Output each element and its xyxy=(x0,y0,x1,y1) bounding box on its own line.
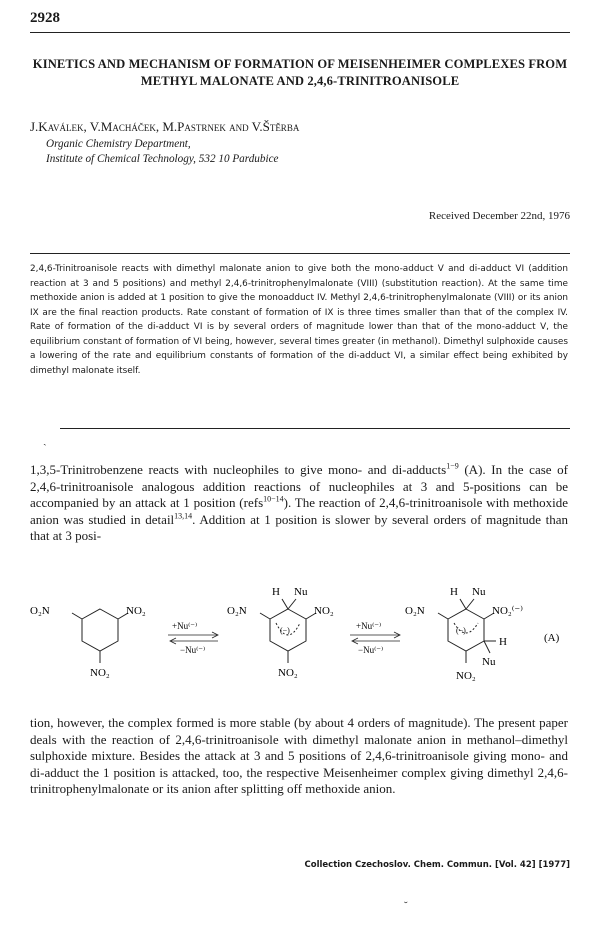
s2-minus: (−) xyxy=(280,626,290,635)
s2-no2-bottom: NO₂ xyxy=(278,667,298,679)
received-date: Received December 22nd, 1976 xyxy=(428,210,570,222)
paragraph-1-text-a: 1,3,5-Trinitrobenzene reacts with nucleophiles to give mono- and di-adducts xyxy=(30,462,447,477)
s3-o2n: O₂N xyxy=(405,605,425,617)
affiliation xyxy=(46,137,279,167)
authors xyxy=(30,119,299,135)
paragraph-1-text-c: ). The reaction of 2,4,6-trinitroanisole with methoxide anion was studied in detail xyxy=(30,495,568,527)
header-rule xyxy=(30,32,570,33)
s1-o2n: O₂N xyxy=(30,605,50,617)
bottom-mark: ˘ xyxy=(404,900,408,912)
author-list: J.Kaválek, V.Macháček, M.Pastrnek and V.Štěrba xyxy=(30,119,300,134)
affiliation-department: Organic Chemistry Department, xyxy=(46,138,191,150)
ref-10-14: 10−14 xyxy=(263,494,284,504)
s3-h: H xyxy=(450,586,458,598)
article-title: KINETICS AND MECHANISM OF FORMATION OF MEISENHEIMER COMPLEXES FROM METHYL MALONATE AND 2,4,6-TRINITROANISOLE xyxy=(32,57,568,88)
paragraph-1-text-b: (A). In the case of 2,4,6-trinitroanisole analogous addition reactions of nucleophiles at 3 and 5-positions can be accompanied by an attack at 1 position (refs xyxy=(30,462,568,511)
ref-13-14: 13,14 xyxy=(174,511,193,521)
trinitrobenzene-structure xyxy=(72,609,128,663)
stray-mark: ˎ xyxy=(43,434,47,446)
s2-o2n: O₂N xyxy=(227,605,247,617)
affiliation-institute: Institute of Chemical Technology, 532 10 Pardubice xyxy=(46,153,279,165)
s3-nu-bottom: Nu xyxy=(482,656,496,668)
s3-nu: Nu xyxy=(472,586,486,598)
page-number: 2928 xyxy=(30,10,60,26)
s3-no2-anion: NO₂⁽⁻⁾ xyxy=(492,605,523,617)
ref-1-9: 1−9 xyxy=(446,461,459,471)
scheme-label: (A) xyxy=(544,632,560,644)
arrow1-back-label: −Nu⁽⁻⁾ xyxy=(180,645,206,655)
reaction-scheme xyxy=(20,583,580,695)
abstract-top-rule xyxy=(30,253,570,254)
journal-footer: Collection Czechoslov. Chem. Commun. [Vol. 42] [1977] xyxy=(304,860,570,870)
arrow1-forward-label: +Nu⁽⁻⁾ xyxy=(172,621,198,631)
paragraph-1-text-d: . Addition at 1 position is slower by several orders of magnitude than that at 3 posi- xyxy=(30,511,568,544)
s3-no2-bottom: NO₂ xyxy=(456,670,476,682)
paragraph-1 xyxy=(30,462,568,545)
di-adduct-structure xyxy=(438,599,496,663)
s3-h-right: H xyxy=(499,636,507,648)
s1-no2-right: NO₂ xyxy=(126,605,146,617)
s3-minus: (−) xyxy=(456,626,466,635)
equilibrium-arrows-2 xyxy=(350,632,400,644)
s2-h: H xyxy=(272,586,280,598)
equilibrium-arrows-1 xyxy=(168,632,218,644)
s2-nu: Nu xyxy=(294,586,308,598)
s2-no2-right: NO₂ xyxy=(314,605,334,617)
abstract: 2,4,6-Trinitroanisole reacts with dimethyl malonate anion to give both the mono-adduct V and di-adduct VI (addition reaction at 3 and 5 positions) and methyl 2,4,6-trinitrophenylmalonate (VIII) (substitution reaction). At the same time methoxide anion is added at 1 position to give the monoadduct IV. Methyl 2,4,6-trinitrophenylmalonate (VIII) or its anion IX are the final reaction products. Rate constant of formation of IX is three times smaller than that of the complex IV. Rate of formation of the di-adduct VI is by several orders of magnitude lower than that of the mono-adduct V, the equilibrium constant of formation of VI being, however, several times greater (in methanol). Dimethyl sulphoxide causes a lowering of the rate and equilibrium constants of formation of the di-adduct VI, a similar effect being exhibited by dimethyl malonate itself. xyxy=(30,264,568,376)
arrow2-back-label: −Nu⁽⁻⁾ xyxy=(358,645,384,655)
abstract-bottom-rule xyxy=(60,428,570,429)
paragraph-2: tion, however, the complex formed is more stable (by about 4 orders of magnitude). The present paper deals with the reaction of 2,4,6-trinitroanisole with dimethyl malonate anion in methanol–dimethyl sulphoxide mixture. Besides the attack at 3 and 5 positions of 2,4,6-trinitroanisole giving mono- and di-adduct the 1 position is attacked, too, the respective Meisenheimer complex giving dimethyl 2,4,6-trinitrophenylmalonate or its anion after splitting off methoxide anion. xyxy=(30,715,568,797)
s1-no2-bottom: NO₂ xyxy=(90,667,110,679)
arrow2-forward-label: +Nu⁽⁻⁾ xyxy=(356,621,382,631)
